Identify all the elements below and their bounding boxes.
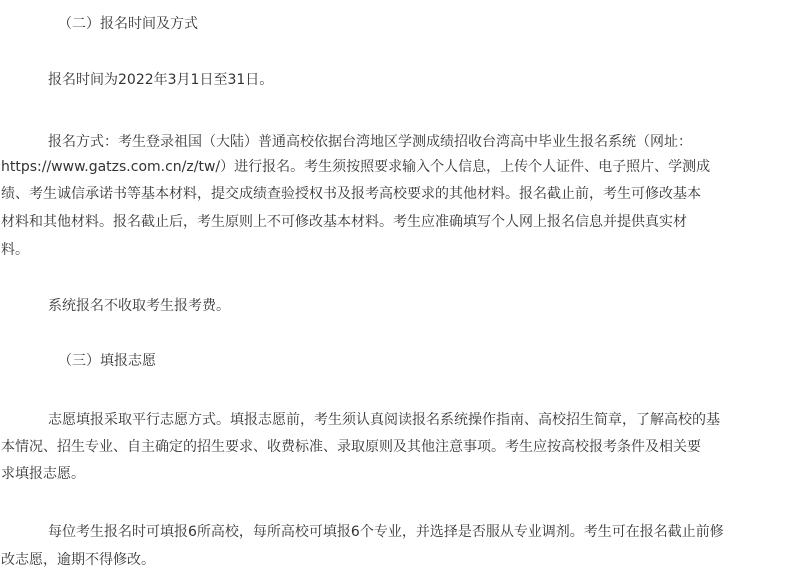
paragraph-preference-method-line: 本情况、招生专业、自主确定的招生要求、收费标准、录取原则及其他注意事项。考生应按高校报考条件及相关要 [1, 439, 701, 455]
paragraph-registration-time: 报名时间为2022年3月1日至31日。 [48, 72, 274, 88]
paragraph-preference-method-line: 志愿填报采取平行志愿方式。填报志愿前，考生须认真阅读报名系统操作指南、高校招生简章，了解高校的基 [48, 412, 720, 428]
paragraph-registration-method-line: 料。 [1, 242, 29, 258]
paragraph-preference-count-line: 每位考生报名时可填报6所高校，每所高校可填报6个专业，并选择是否服从专业调剂。考生可在报名截止前修 [48, 524, 724, 540]
paragraph-registration-method-line: 绩、考生诚信承诺书等基本材料，提交成绩查验授权书及报考高校要求的其他材料。报名截止前，考生可修改基本 [1, 186, 701, 202]
section-heading-preferences: （三）填报志愿 [58, 353, 156, 369]
paragraph-registration-method-line: 材料和其他材料。报名截止后，考生原则上不可修改基本材料。考生应准确填写个人网上报名信息并提供真实材 [1, 214, 687, 230]
paragraph-preference-count-line: 改志愿，逾期不得修改。 [1, 552, 155, 568]
section-heading-registration: （二）报名时间及方式 [58, 16, 198, 32]
paragraph-registration-method-line: https://www.gatzs.com.cn/z/tw/）进行报名。考生须按照要求输入个人信息，上传个人证件、电子照片、学测成 [1, 159, 711, 175]
paragraph-registration-method-line: 报名方式：考生登录祖国（大陆）普通高校依据台湾地区学测成绩招收台湾高中毕业生报名系统（网址： [48, 134, 692, 150]
paragraph-no-fee: 系统报名不收取考生报考费。 [48, 298, 230, 314]
paragraph-preference-method-line: 求填报志愿。 [1, 466, 85, 482]
